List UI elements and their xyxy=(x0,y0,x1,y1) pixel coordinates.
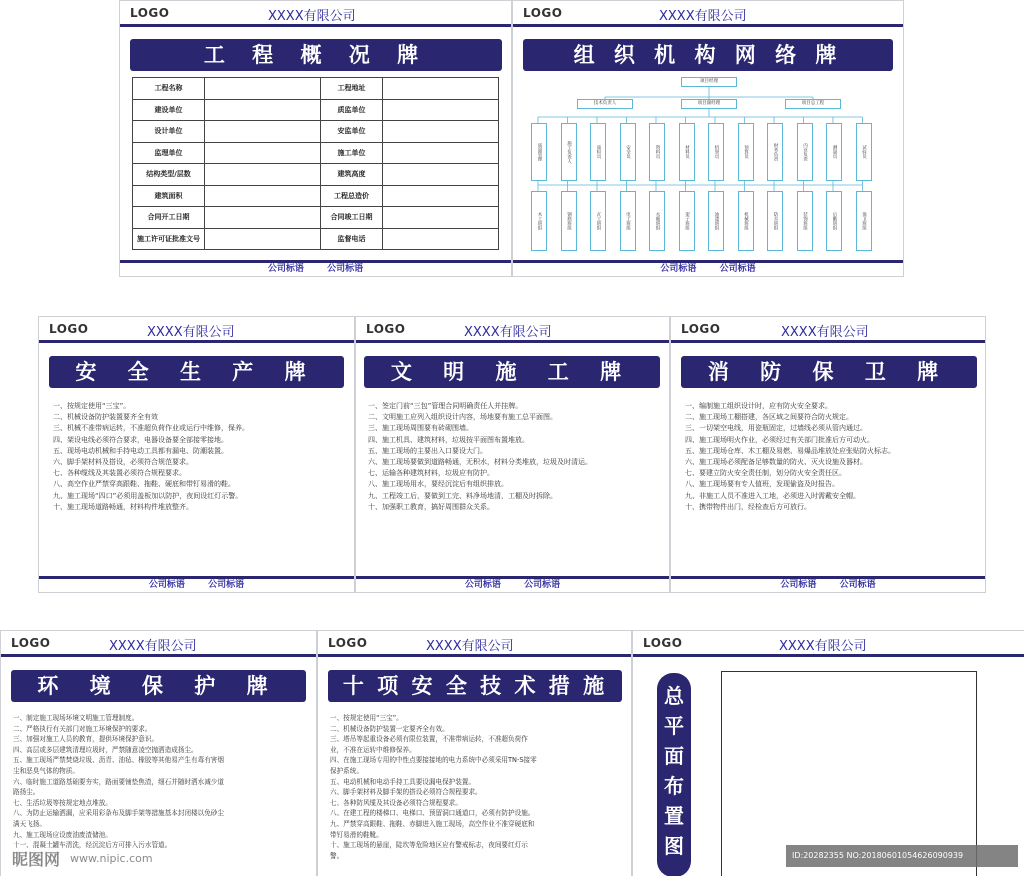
tech-measures-rules xyxy=(330,713,626,861)
logo: LOGO xyxy=(523,6,563,20)
rule-item: 九、非施工人员不准进入工地，必须进入时需戴安全帽。 xyxy=(685,491,860,500)
board-header xyxy=(120,1,511,27)
table-row xyxy=(133,164,499,186)
org-node: 防水班组 xyxy=(767,191,783,251)
rule-item: 四、高层或多层建筑清理垃圾时，严禁随意凌空抛洒造成扬尘。 xyxy=(13,745,198,754)
rule-item: 十、施工现场道路畅通，材料构件堆放整齐。 xyxy=(53,502,193,511)
company-name: XXXX有限公司 xyxy=(426,639,514,654)
rule-item: 一、编制施工组织设计时，应有防火安全要求。 xyxy=(685,402,832,410)
org-chart-board xyxy=(512,0,904,277)
org-node: 资料员 xyxy=(649,123,665,181)
field-value-blank xyxy=(205,185,321,207)
rule-item: 五、施工现场仓库、木工棚及易燃、易爆品堆放处应张贴防火标志。 xyxy=(685,446,895,455)
rule-item: 六、脚手架材料及搭设，必须符合规范要求。 xyxy=(53,458,193,467)
company-name: XXXX有限公司 xyxy=(464,325,552,340)
field-label: 建筑高度 xyxy=(321,164,383,186)
table-row xyxy=(133,207,499,229)
field-value-blank xyxy=(205,99,321,121)
safety-rules xyxy=(53,401,348,513)
rule-item: 十、施工现场的悬崖，陡坎等危险地区应有警戒标志，夜间要红灯示 xyxy=(330,841,528,850)
rule-item: 一、按规定使用“三宝”。 xyxy=(53,402,131,410)
rule-item: 三、施工现场周围要有砖砌围墙。 xyxy=(368,424,473,433)
rule-item: 二、机械设备防护装置要齐全有效 xyxy=(53,413,158,422)
field-label: 合同竣工日期 xyxy=(321,207,383,229)
field-label: 质监单位 xyxy=(321,99,383,121)
rule-item: 七、各种缆线及其装置必须符合规程要求。 xyxy=(53,469,186,478)
rule-item: 九、施工现场应设废油废渣储池。 xyxy=(13,830,112,839)
company-name: XXXX有限公司 xyxy=(147,325,235,340)
rule-item: 一、制定施工现场环境文明施工管理制度。 xyxy=(13,714,139,722)
watermark-url: www.nipic.com xyxy=(70,852,153,865)
field-value-blank xyxy=(383,164,499,186)
rule-item: 四、在施工现场专用的中性点要接接地的电力系统中必须采用TN-S接零 xyxy=(330,756,537,765)
slogan: 公司标语 xyxy=(148,580,185,590)
org-node: 测量员 xyxy=(826,123,842,181)
company-name: XXXX有限公司 xyxy=(781,325,869,340)
slogan: 公司标语 xyxy=(327,264,364,274)
org-node: 保卫班组 xyxy=(856,191,872,251)
rule-item: 二、文明施工应列入组织设计内容，场地要有施工总平面图。 xyxy=(368,413,557,422)
field-label: 工程总造价 xyxy=(321,185,383,207)
rule-item: 业，不准在运转中维修保养。 xyxy=(330,745,416,754)
field-label: 合同开工日期 xyxy=(133,207,205,229)
rule-item: 八、为防止运输洒漏，应采用彩条布及脚手架等措施基本封闭楼以免砂尘 xyxy=(13,809,224,818)
rule-item: 带钉易滑的鞋靴。 xyxy=(330,830,383,839)
org-node: 内业负责 xyxy=(797,123,813,181)
slogan: 公司标语 xyxy=(660,264,697,274)
company-name: XXXX有限公司 xyxy=(268,9,356,24)
rule-item: 八、在建工程的楼梯口、电梯口、预留洞口通道口，必须有防护设施。 xyxy=(330,809,535,818)
slogan: 公司标语 xyxy=(780,580,817,590)
rule-item: 三、一切架空电线，用瓷瓶固定，过墙线必须从管内通过。 xyxy=(685,424,867,433)
rule-item: 七、各种防风缆及其设备必须符合规程要求。 xyxy=(330,798,462,807)
board-footer xyxy=(671,576,985,592)
rule-item: 十、加强职工教育，搞好周围群众关系。 xyxy=(368,502,494,511)
rule-item: 八、施工现场用水，要经沉淀后有组织排放。 xyxy=(368,480,508,489)
org-node: 水暖班组 xyxy=(649,191,665,251)
logo: LOGO xyxy=(130,6,170,20)
rule-item: 六、施工现场要做到道路畅通，无积水，材料分类堆放，垃圾及时清运。 xyxy=(368,458,592,467)
field-value-blank xyxy=(205,142,321,164)
slogan: 公司标语 xyxy=(719,264,756,274)
field-label: 结构类型/层数 xyxy=(133,164,205,186)
org-chart xyxy=(521,77,897,257)
rule-item: 六、施工现场必须配备足够数量的防火、灭火设施及器材。 xyxy=(685,458,867,467)
field-label: 施工单位 xyxy=(321,142,383,164)
board-title: 文 明 施 工 牌 xyxy=(364,356,660,388)
table-row xyxy=(133,228,499,250)
rule-item: 九、施工现场“四口”必须用盖板加以防护，夜间设红灯示警。 xyxy=(53,491,243,500)
civilized-construction-board xyxy=(355,316,670,593)
rule-item: 八、施工现场要有专人值班，发现偷盗及时报告。 xyxy=(685,480,839,489)
board-footer xyxy=(513,260,903,276)
org-node: 油漆班组 xyxy=(708,191,724,251)
org-node: 项目经理 xyxy=(681,77,737,87)
safety-production-board xyxy=(38,316,355,593)
fire-rules xyxy=(685,401,981,513)
table-row xyxy=(133,78,499,100)
rule-item: 五、现场电动机械和手持电动工具都有漏电、防潮装置。 xyxy=(53,446,228,455)
field-value-blank xyxy=(383,185,499,207)
org-node: 项目副经理 xyxy=(681,99,737,109)
org-node: 技术负责人 xyxy=(577,99,633,109)
board-header xyxy=(39,317,354,343)
project-info-table xyxy=(132,77,499,250)
ten-safety-measures-board xyxy=(317,630,632,876)
environment-protection-board xyxy=(0,630,317,876)
field-value-blank xyxy=(383,121,499,143)
org-node: 预算员 xyxy=(738,123,754,181)
company-name: XXXX有限公司 xyxy=(659,9,747,24)
org-node: 钢筋班组 xyxy=(561,191,577,251)
board-header xyxy=(633,631,1024,657)
field-label: 监督电话 xyxy=(321,228,383,250)
rule-item: 九、严禁穿高跟鞋、拖鞋、赤脚进入施工现场，高空作业不准穿硬底和 xyxy=(330,819,535,828)
rule-item: 一、按规定使用“三宝”。 xyxy=(330,714,403,722)
logo: LOGO xyxy=(366,322,406,336)
field-value-blank xyxy=(383,228,499,250)
slogan: 公司标语 xyxy=(208,580,245,590)
slogan: 公司标语 xyxy=(267,264,304,274)
board-header xyxy=(318,631,631,657)
rule-item: 八、高空作业严禁穿高跟鞋、拖鞋、硬底和带钉易滑的鞋。 xyxy=(53,480,235,489)
site-plan-title xyxy=(657,673,691,876)
rule-item: 四、施工机具、建筑材料，垃圾按平面图布置堆放。 xyxy=(368,435,529,444)
field-value-blank xyxy=(383,99,499,121)
image-id-strip: ID:20282355 NO:20180601054626090939 xyxy=(786,845,1018,867)
board-title: 组 织 机 构 网 络 牌 xyxy=(523,39,893,71)
watermark-logo: 昵图网 xyxy=(12,850,61,869)
rule-item: 五、施工现场严禁焚烧垃圾、沥青、油毡、橡胶等其他易产生有毒有害烟 xyxy=(13,756,224,765)
field-label: 建筑面积 xyxy=(133,185,205,207)
rule-item: 五、电动机械和电动手持工具要设漏电保护装置。 xyxy=(330,777,476,786)
board-footer xyxy=(39,576,354,592)
slogan: 公司标语 xyxy=(524,580,561,590)
table-row xyxy=(133,185,499,207)
board-title: 安 全 生 产 牌 xyxy=(49,356,344,388)
rule-item: 保护系统。 xyxy=(330,766,363,775)
field-label: 监理单位 xyxy=(133,142,205,164)
logo: LOGO xyxy=(11,636,51,650)
rule-item: 九、工程竣工后，要做到工完、料净场地清，工棚及时拆除。 xyxy=(368,491,557,500)
board-header xyxy=(1,631,316,657)
field-value-blank xyxy=(205,121,321,143)
rule-item: 四、架设电线必须符合要求，电器设备要全部接零接地。 xyxy=(53,435,228,444)
org-node: 架子班组 xyxy=(679,191,695,251)
table-row xyxy=(133,121,499,143)
rule-item: 七、要建立防火安全责任制，划分防火安全责任区。 xyxy=(685,469,846,478)
board-footer xyxy=(356,576,669,592)
title-char: 平 xyxy=(664,714,684,738)
title-char: 总 xyxy=(664,684,684,708)
table-row xyxy=(133,99,499,121)
board-footer xyxy=(120,260,511,276)
rule-item: 一、签定门前“三包”管理合同明确责任人并挂牌。 xyxy=(368,402,523,410)
rule-item: 六、脚手架材料及脚手架的搭设必须符合规程要求。 xyxy=(330,788,482,797)
civilized-rules xyxy=(368,401,664,513)
org-node: 电工班组 xyxy=(620,191,636,251)
environment-rules xyxy=(13,713,311,851)
field-label: 设计单位 xyxy=(133,121,205,143)
rule-item: 警。 xyxy=(330,851,344,860)
logo: LOGO xyxy=(328,636,368,650)
slogan: 公司标语 xyxy=(839,580,876,590)
field-value-blank xyxy=(383,207,499,229)
org-node: 装饰班组 xyxy=(797,191,813,251)
org-node: 质检员 xyxy=(590,123,606,181)
board-title: 十 项 安 全 技 术 措 施 牌 xyxy=(328,670,622,702)
site-plan-board xyxy=(632,630,1024,876)
org-node: 后勤班组 xyxy=(826,191,842,251)
rule-item: 二、施工现场工棚搭建，各区域之间要符合防火规定。 xyxy=(685,413,853,422)
rule-item: 五、施工现场的主要出入口要设大门。 xyxy=(368,446,487,455)
board-header xyxy=(356,317,669,343)
field-value-blank xyxy=(205,207,321,229)
rule-item: 十、携带物件出门，经检查后方可放行。 xyxy=(685,502,811,511)
org-node: 安全员 xyxy=(620,123,636,181)
fire-security-board xyxy=(670,316,986,593)
slogan: 公司标语 xyxy=(464,580,501,590)
table-row xyxy=(133,142,499,164)
org-node: 材料员 xyxy=(679,123,695,181)
company-name: XXXX有限公司 xyxy=(779,639,867,654)
logo: LOGO xyxy=(49,322,89,336)
company-name: XXXX有限公司 xyxy=(109,639,197,654)
org-node: 机械班组 xyxy=(738,191,754,251)
org-node: 项目总工程 xyxy=(785,99,841,109)
rule-item: 四、施工现场明火作业，必须经过有关部门批准后方可动火。 xyxy=(685,435,874,444)
logo: LOGO xyxy=(643,636,683,650)
rule-item: 尘和恶臭气体的物质。 xyxy=(13,766,79,775)
board-title: 消 防 保 卫 牌 xyxy=(681,356,977,388)
rule-item: 十一、混凝土罐车清洗，经沉淀后方可排入污水管道。 xyxy=(13,841,172,850)
logo: LOGO xyxy=(681,322,721,336)
field-label: 工程名称 xyxy=(133,78,205,100)
field-label: 建设单位 xyxy=(133,99,205,121)
rule-item: 路扬尘。 xyxy=(13,788,40,797)
field-value-blank xyxy=(205,228,321,250)
field-value-blank xyxy=(205,78,321,100)
field-value-blank xyxy=(383,78,499,100)
org-node: 施工负责人 xyxy=(561,123,577,181)
board-title: 环 境 保 护 牌 xyxy=(11,670,306,702)
rule-item: 七、运输各种建筑材料，垃圾应有防护。 xyxy=(368,469,494,478)
project-overview-board xyxy=(119,0,512,277)
org-node: 试验员 xyxy=(856,123,872,181)
field-value-blank xyxy=(383,142,499,164)
rule-item: 二、机械设备防护装置一定要齐全有效。 xyxy=(330,724,449,733)
field-label: 工程地址 xyxy=(321,78,383,100)
title-char: 布 xyxy=(664,774,684,798)
org-node: 瓦工班组 xyxy=(590,191,606,251)
title-char: 置 xyxy=(664,804,684,828)
rule-item: 三、加强对施工人员的教育，提供环境保护意识。 xyxy=(13,735,159,744)
board-title: 工 程 概 况 牌 xyxy=(130,39,502,71)
field-value-blank xyxy=(205,164,321,186)
title-char: 面 xyxy=(664,744,684,768)
org-node: 木工班组 xyxy=(531,191,547,251)
rule-item: 二、严格执行有关部门对施工环境保护的要求。 xyxy=(13,724,152,733)
rule-item: 六、临时施工道路基础要夯实，路面要铺垫焦渣，细石并随时洒水减少道 xyxy=(13,777,224,786)
rule-item: 三、塔吊等起重设备必须有限位装置，不准带病运转，不准超负荷作 xyxy=(330,735,528,744)
org-node: 机管员 xyxy=(708,123,724,181)
board-header xyxy=(671,317,985,343)
field-label: 施工许可证批准文号 xyxy=(133,228,205,250)
rule-item: 七、生活垃圾等按规定地点堆放。 xyxy=(13,798,112,807)
org-node: 财务负责 xyxy=(767,123,783,181)
rule-item: 满天飞扬。 xyxy=(13,819,46,828)
org-node: 质量管理 xyxy=(531,123,547,181)
rule-item: 三、机械不准带病运转，不准超负荷作业或运行中维修，保养。 xyxy=(53,424,249,433)
title-char: 图 xyxy=(664,834,684,858)
board-header xyxy=(513,1,903,27)
field-label: 安监单位 xyxy=(321,121,383,143)
